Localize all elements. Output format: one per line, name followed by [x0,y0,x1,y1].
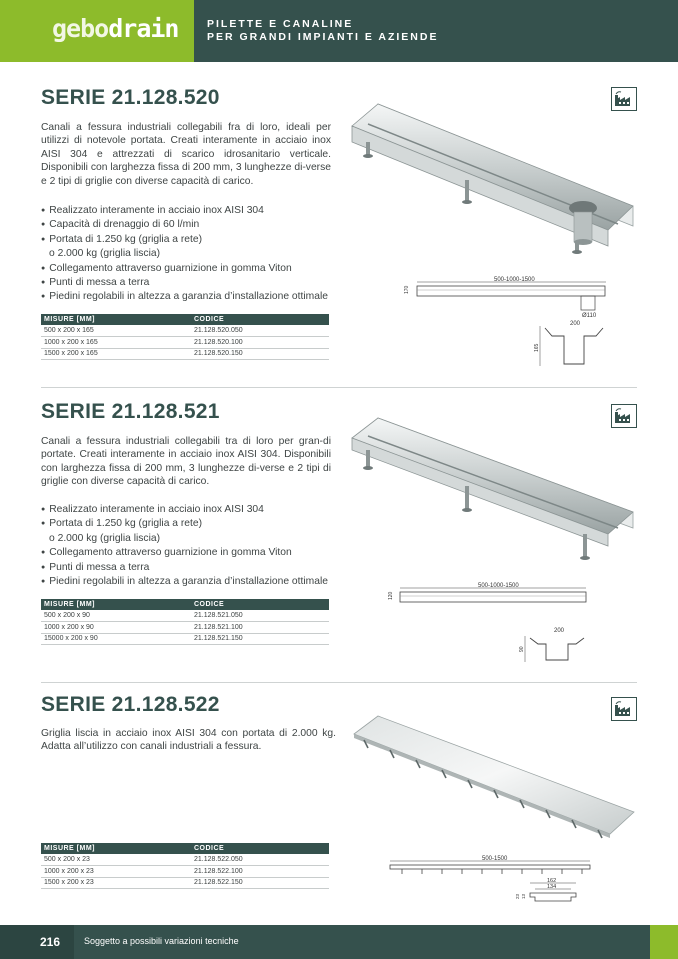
table-cell: 1000 x 200 x 90 [41,622,191,634]
brand-logo [0,0,194,62]
feature-item: o 2.000 kg (griglia liscia) [49,248,161,260]
table-row [41,622,329,634]
table-cell: 21.128.520.150 [191,348,329,360]
section-title: SERIE 21.128.521 [41,400,220,423]
table-header-row [41,843,329,854]
feature-item: o 2.000 kg (griglia liscia) [49,532,161,544]
table-cell: 21.128.520.100 [191,337,329,349]
dimension-b: 134 [547,884,557,890]
dimension-h1: 23 [515,893,520,899]
table-row [41,866,329,878]
spec-table [41,314,329,360]
dimension-length: 500-1000-1500 [494,277,535,283]
header-title [207,18,438,44]
table-cell: 21.128.520.050 [191,325,329,337]
dimension-length: 500-1500 [482,856,508,862]
dimension-a: 162 [547,878,557,884]
feature-item: ● Collegamento attraverso guarnizione in gomma Viton [41,546,341,560]
feature-item: ● Piedini regolabili in altezza a garanzia d’installazione ottimale [41,575,341,589]
feature-item: ● Collegamento attraverso guarnizione in gomma Viton [41,262,341,276]
table-header-row [41,599,329,610]
feature-item: ● Capacità di drenaggio di 60 l/min [41,218,341,232]
section-divider [41,387,637,388]
table-cell: 1000 x 200 x 165 [41,337,191,349]
section-title: SERIE 21.128.520 [41,86,220,109]
technical-drawing-522 [380,853,600,905]
table-row [41,854,329,866]
footer-note: Soggetto a possibili variazioni tecniche [84,936,239,946]
table-header: CODICE [191,843,329,854]
spec-table [41,843,329,889]
dimension-h2: 13 [521,893,526,899]
feature-list [41,204,341,305]
feature-list [41,503,341,589]
table-cell: 500 x 200 x 23 [41,854,191,866]
feature-item: ● Punti di messa a terra [41,561,341,575]
table-header: CODICE [191,314,329,325]
table-header: MISURE [MM] [41,314,191,325]
footer-accent [650,925,678,959]
feature-item: ● Realizzato interamente in acciaio inox AISI 304 [41,204,341,218]
table-header-row [41,314,329,325]
feature-item: ● Portata di 1.250 kg (griglia a rete) [41,233,341,247]
section-description: Canali a fessura industriali collegabili fra di loro, ideali per utilizzi di notevole portata. Creati interamente in acciaio inox AISI 304 e attrezzati di scarico idrosanitario verticale. Disponibili con larghezza fissa di 200 mm, 3 lunghezze di-verse e 2 tipi di griglie con diverse capacità di carico. [41,122,331,187]
header-title-line1: PILETTE E CANALINE [207,18,354,30]
product-image-channel-520 [348,96,638,286]
table-cell: 1000 x 200 x 23 [41,866,191,878]
dimension-length: 500-1000-1500 [478,583,519,589]
table-cell: 1500 x 200 x 23 [41,877,191,889]
table-cell: 500 x 200 x 90 [41,610,191,622]
dimension-width: 200 [570,321,581,327]
table-cell: 21.128.522.150 [191,877,329,889]
table-cell: 21.128.521.150 [191,633,329,645]
dimension-height: 120 [388,591,394,600]
brand-logo-text: gebodrain [52,14,179,43]
feature-item: ● Punti di messa a terra [41,276,341,290]
table-row [41,337,329,349]
dimension-depth: 165 [534,343,540,352]
feature-item: ● Realizzato interamente in acciaio inox AISI 304 [41,503,341,517]
technical-drawing-521 [386,580,596,666]
section-description: Canali a fessura industriali collegabili tra di loro per gran-di portate. Creati interamente in acciaio inox AISI 304. Disponibili con larghezza fissa di 200 mm, 3 lunghezze di-verse e 2 tipi di griglie con diverse capacità di carico. [41,436,331,488]
page-header [0,0,678,62]
table-row [41,348,329,360]
section-divider [41,682,637,683]
page-number: 216 [0,925,74,959]
table-header: MISURE [MM] [41,599,191,610]
technical-drawing-520 [402,274,612,374]
product-image-grate-522 [348,712,638,842]
table-cell: 21.128.521.050 [191,610,329,622]
table-row [41,877,329,889]
section-title: SERIE 21.128.522 [41,693,220,716]
dimension-depth: 90 [519,646,525,652]
table-header: MISURE [MM] [41,843,191,854]
header-title-line2: PER GRANDI IMPIANTI E AZIENDE [207,31,439,43]
page-footer [0,925,678,959]
table-cell: 500 x 200 x 165 [41,325,191,337]
feature-item: ● Piedini regolabili in altezza a garanzia d’installazione ottimale [41,290,341,304]
table-cell: 1500 x 200 x 165 [41,348,191,360]
table-row [41,325,329,337]
dimension-outlet: Ø110 [582,313,597,319]
table-cell: 21.128.522.050 [191,854,329,866]
table-cell: 15000 x 200 x 90 [41,633,191,645]
table-row [41,610,329,622]
spec-table [41,599,329,645]
feature-item: ● Portata di 1.250 kg (griglia a rete) [41,517,341,531]
table-header: CODICE [191,599,329,610]
table-cell: 21.128.521.100 [191,622,329,634]
table-row [41,633,329,645]
dimension-height: 170 [404,285,410,294]
section-description: Griglia liscia in acciaio inox AISI 304 con portata di 2.000 kg. Adatta all’utilizzo con canali industriali a fessura. [41,728,336,753]
dimension-width: 200 [554,628,565,634]
product-image-channel-521 [348,412,638,574]
table-cell: 21.128.522.100 [191,866,329,878]
